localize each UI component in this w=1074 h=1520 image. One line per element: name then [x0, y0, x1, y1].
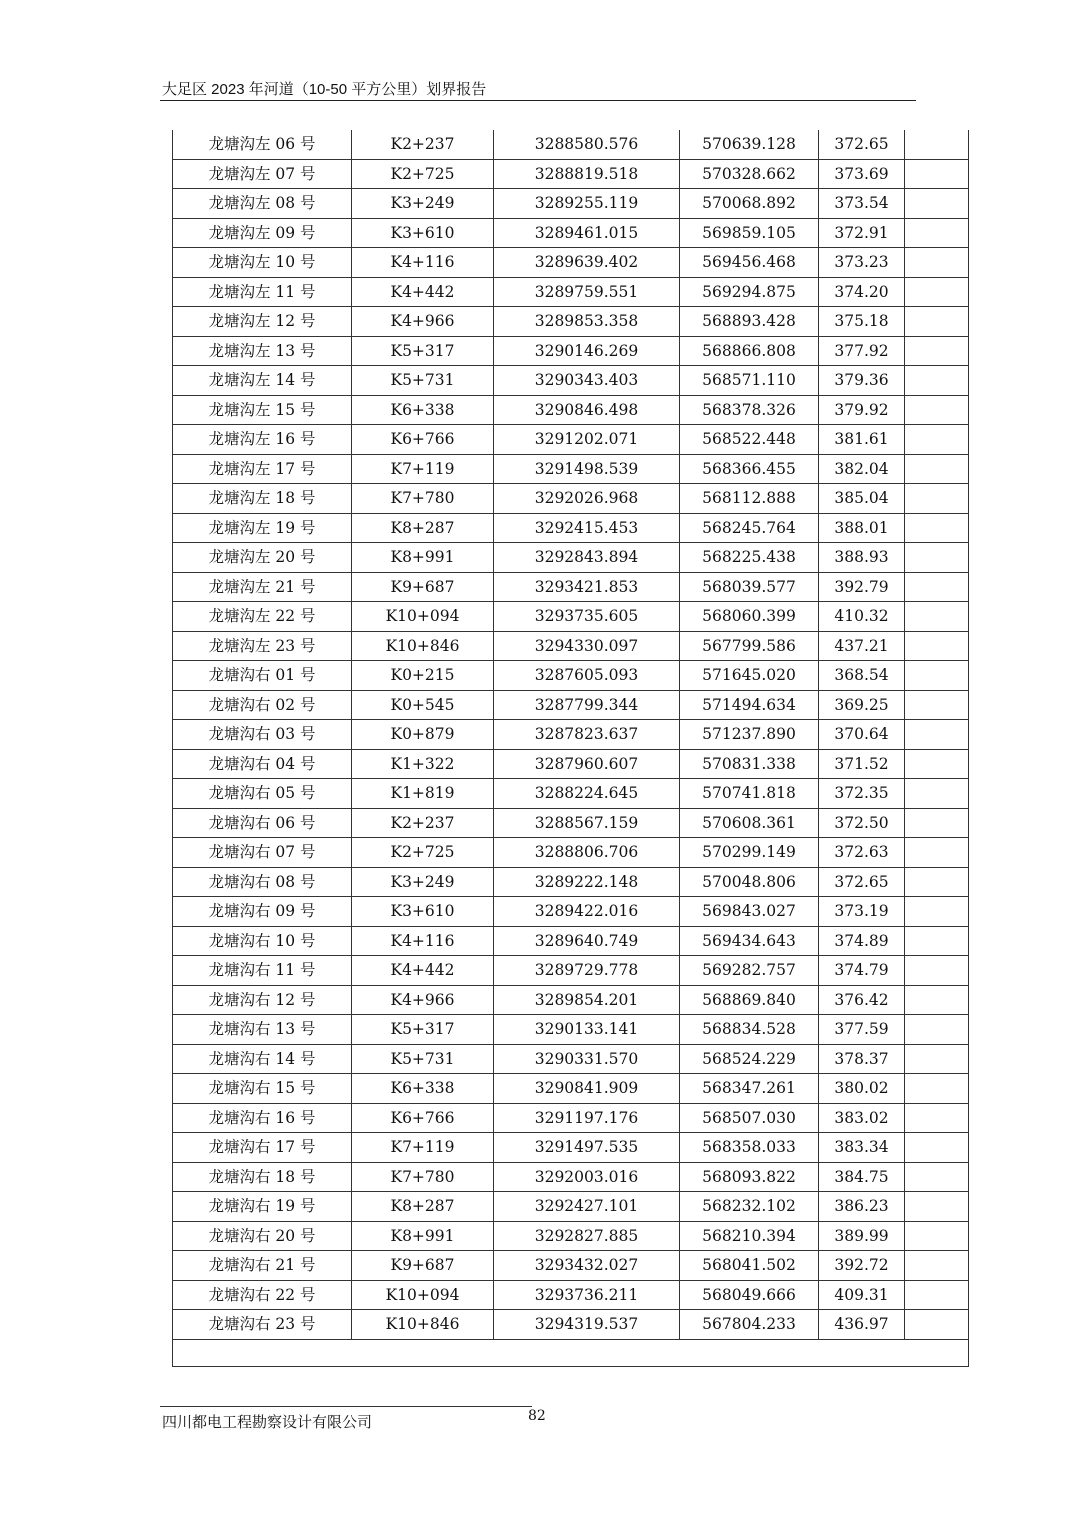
x-coordinate-cell: 3292827.885	[494, 1221, 680, 1251]
point-name-cell: 龙塘沟右 12 号	[173, 985, 352, 1015]
x-coordinate-cell: 3293421.853	[494, 572, 680, 602]
y-coordinate-cell: 568507.030	[680, 1103, 819, 1133]
table-row	[173, 1133, 969, 1163]
y-coordinate-cell: 568524.229	[680, 1044, 819, 1074]
elevation-cell: 373.69	[819, 159, 905, 189]
y-coordinate-cell: 569859.105	[680, 218, 819, 248]
y-coordinate-cell: 568039.577	[680, 572, 819, 602]
remark-cell	[905, 1192, 969, 1222]
stake-number-cell: K5+317	[352, 1015, 494, 1045]
table-row	[173, 749, 969, 779]
table-row	[173, 218, 969, 248]
elevation-cell: 392.79	[819, 572, 905, 602]
x-coordinate-cell: 3290343.403	[494, 366, 680, 396]
x-coordinate-cell: 3290133.141	[494, 1015, 680, 1045]
point-name-cell: 龙塘沟右 04 号	[173, 749, 352, 779]
table-row	[173, 425, 969, 455]
table-row	[173, 661, 969, 691]
y-coordinate-cell: 568041.502	[680, 1251, 819, 1281]
point-name-cell: 龙塘沟左 10 号	[173, 248, 352, 278]
stake-number-cell: K7+780	[352, 1162, 494, 1192]
x-coordinate-cell: 3290846.498	[494, 395, 680, 425]
y-coordinate-cell: 570831.338	[680, 749, 819, 779]
point-name-cell: 龙塘沟左 08 号	[173, 189, 352, 219]
point-name-cell: 龙塘沟右 07 号	[173, 838, 352, 868]
table-row	[173, 395, 969, 425]
elevation-cell: 410.32	[819, 602, 905, 632]
stake-number-cell: K2+237	[352, 808, 494, 838]
remark-cell	[905, 454, 969, 484]
remark-cell	[905, 838, 969, 868]
point-name-cell: 龙塘沟左 14 号	[173, 366, 352, 396]
point-name-cell: 龙塘沟右 02 号	[173, 690, 352, 720]
table-row	[173, 1103, 969, 1133]
remark-cell	[905, 395, 969, 425]
elevation-cell: 374.89	[819, 926, 905, 956]
footer-company: 四川都电工程勘察设计有限公司	[162, 1414, 373, 1431]
x-coordinate-cell: 3289255.119	[494, 189, 680, 219]
table-row	[173, 1280, 969, 1310]
x-coordinate-cell: 3291498.539	[494, 454, 680, 484]
y-coordinate-cell: 569282.757	[680, 956, 819, 986]
stake-number-cell: K2+725	[352, 159, 494, 189]
y-coordinate-cell: 569294.875	[680, 277, 819, 307]
point-name-cell: 龙塘沟右 19 号	[173, 1192, 352, 1222]
table-row	[173, 926, 969, 956]
point-name-cell: 龙塘沟右 22 号	[173, 1280, 352, 1310]
table-row	[173, 779, 969, 809]
y-coordinate-cell: 568225.438	[680, 543, 819, 573]
x-coordinate-cell: 3289640.749	[494, 926, 680, 956]
remark-cell	[905, 513, 969, 543]
elevation-cell: 375.18	[819, 307, 905, 337]
stake-number-cell: K9+687	[352, 572, 494, 602]
remark-cell	[905, 572, 969, 602]
remark-cell	[905, 779, 969, 809]
y-coordinate-cell: 571645.020	[680, 661, 819, 691]
elevation-cell: 409.31	[819, 1280, 905, 1310]
table-row	[173, 867, 969, 897]
point-name-cell: 龙塘沟右 14 号	[173, 1044, 352, 1074]
remark-cell	[905, 985, 969, 1015]
remark-cell	[905, 159, 969, 189]
table-row	[173, 484, 969, 514]
remark-cell	[905, 720, 969, 750]
remark-cell	[905, 307, 969, 337]
y-coordinate-cell: 568866.808	[680, 336, 819, 366]
x-coordinate-cell: 3290146.269	[494, 336, 680, 366]
y-coordinate-cell: 568378.326	[680, 395, 819, 425]
stake-number-cell: K3+249	[352, 189, 494, 219]
elevation-cell: 372.65	[819, 867, 905, 897]
y-coordinate-cell: 568060.399	[680, 602, 819, 632]
x-coordinate-cell: 3290331.570	[494, 1044, 680, 1074]
point-name-cell: 龙塘沟右 13 号	[173, 1015, 352, 1045]
stake-number-cell: K6+338	[352, 1074, 494, 1104]
stake-number-cell: K4+442	[352, 956, 494, 986]
x-coordinate-cell: 3290841.909	[494, 1074, 680, 1104]
stake-number-cell: K10+094	[352, 1280, 494, 1310]
remark-cell	[905, 1251, 969, 1281]
table-row	[173, 720, 969, 750]
point-name-cell: 龙塘沟右 01 号	[173, 661, 352, 691]
x-coordinate-cell: 3287823.637	[494, 720, 680, 750]
y-coordinate-cell: 568869.840	[680, 985, 819, 1015]
table-row	[173, 189, 969, 219]
y-coordinate-cell: 570741.818	[680, 779, 819, 809]
y-coordinate-cell: 567799.586	[680, 631, 819, 661]
point-name-cell: 龙塘沟左 20 号	[173, 543, 352, 573]
y-coordinate-cell: 568232.102	[680, 1192, 819, 1222]
elevation-cell: 372.65	[819, 130, 905, 159]
y-coordinate-cell: 571494.634	[680, 690, 819, 720]
elevation-cell: 437.21	[819, 631, 905, 661]
remark-cell	[905, 336, 969, 366]
point-name-cell: 龙塘沟右 09 号	[173, 897, 352, 927]
elevation-cell: 379.36	[819, 366, 905, 396]
y-coordinate-cell: 568893.428	[680, 307, 819, 337]
y-coordinate-cell: 568245.764	[680, 513, 819, 543]
table-row	[173, 1044, 969, 1074]
y-coordinate-cell: 568049.666	[680, 1280, 819, 1310]
stake-number-cell: K0+215	[352, 661, 494, 691]
remark-cell	[905, 867, 969, 897]
x-coordinate-cell: 3289759.551	[494, 277, 680, 307]
remark-cell	[905, 130, 969, 159]
stake-number-cell: K3+610	[352, 218, 494, 248]
elevation-cell: 368.54	[819, 661, 905, 691]
remark-cell	[905, 1280, 969, 1310]
point-name-cell: 龙塘沟左 19 号	[173, 513, 352, 543]
x-coordinate-cell: 3293736.211	[494, 1280, 680, 1310]
y-coordinate-cell: 568093.822	[680, 1162, 819, 1192]
x-coordinate-cell: 3289222.148	[494, 867, 680, 897]
x-coordinate-cell: 3292427.101	[494, 1192, 680, 1222]
remark-cell	[905, 1310, 969, 1340]
remark-cell	[905, 956, 969, 986]
stake-number-cell: K4+966	[352, 985, 494, 1015]
empty-table-row	[173, 1339, 969, 1366]
elevation-cell: 370.64	[819, 720, 905, 750]
x-coordinate-cell: 3289853.358	[494, 307, 680, 337]
x-coordinate-cell: 3288224.645	[494, 779, 680, 809]
point-name-cell: 龙塘沟右 15 号	[173, 1074, 352, 1104]
remark-cell	[905, 543, 969, 573]
elevation-cell: 376.42	[819, 985, 905, 1015]
remark-cell	[905, 189, 969, 219]
stake-number-cell: K5+317	[352, 336, 494, 366]
stake-number-cell: K3+249	[352, 867, 494, 897]
y-coordinate-cell: 570068.892	[680, 189, 819, 219]
y-coordinate-cell: 568358.033	[680, 1133, 819, 1163]
elevation-cell: 371.52	[819, 749, 905, 779]
elevation-cell: 373.19	[819, 897, 905, 927]
point-name-cell: 龙塘沟左 18 号	[173, 484, 352, 514]
point-name-cell: 龙塘沟右 18 号	[173, 1162, 352, 1192]
x-coordinate-cell: 3292843.894	[494, 543, 680, 573]
elevation-cell: 386.23	[819, 1192, 905, 1222]
table-row	[173, 838, 969, 868]
point-name-cell: 龙塘沟右 16 号	[173, 1103, 352, 1133]
table-row	[173, 248, 969, 278]
y-coordinate-cell: 569456.468	[680, 248, 819, 278]
y-coordinate-cell: 570639.128	[680, 130, 819, 159]
stake-number-cell: K5+731	[352, 1044, 494, 1074]
stake-number-cell: K5+731	[352, 366, 494, 396]
remark-cell	[905, 808, 969, 838]
remark-cell	[905, 1044, 969, 1074]
point-name-cell: 龙塘沟右 06 号	[173, 808, 352, 838]
elevation-cell: 374.20	[819, 277, 905, 307]
x-coordinate-cell: 3291197.176	[494, 1103, 680, 1133]
stake-number-cell: K8+991	[352, 543, 494, 573]
x-coordinate-cell: 3289854.201	[494, 985, 680, 1015]
y-coordinate-cell: 568112.888	[680, 484, 819, 514]
x-coordinate-cell: 3293735.605	[494, 602, 680, 632]
remark-cell	[905, 248, 969, 278]
stake-number-cell: K4+116	[352, 248, 494, 278]
x-coordinate-cell: 3289461.015	[494, 218, 680, 248]
elevation-cell: 436.97	[819, 1310, 905, 1340]
point-name-cell: 龙塘沟左 11 号	[173, 277, 352, 307]
table-row	[173, 130, 969, 159]
elevation-cell: 383.02	[819, 1103, 905, 1133]
point-name-cell: 龙塘沟右 03 号	[173, 720, 352, 750]
point-name-cell: 龙塘沟左 23 号	[173, 631, 352, 661]
table-row	[173, 985, 969, 1015]
x-coordinate-cell: 3294319.537	[494, 1310, 680, 1340]
remark-cell	[905, 366, 969, 396]
stake-number-cell: K9+687	[352, 1251, 494, 1281]
y-coordinate-cell: 570048.806	[680, 867, 819, 897]
table-row	[173, 513, 969, 543]
x-coordinate-cell: 3288580.576	[494, 130, 680, 159]
empty-cell	[173, 1339, 969, 1366]
table-row	[173, 631, 969, 661]
elevation-cell: 377.92	[819, 336, 905, 366]
table-row	[173, 1162, 969, 1192]
table-row	[173, 543, 969, 573]
table-body	[173, 130, 969, 1366]
elevation-cell: 382.04	[819, 454, 905, 484]
point-name-cell: 龙塘沟左 16 号	[173, 425, 352, 455]
stake-number-cell: K10+846	[352, 631, 494, 661]
table-row	[173, 1015, 969, 1045]
point-name-cell: 龙塘沟右 10 号	[173, 926, 352, 956]
y-coordinate-cell: 570608.361	[680, 808, 819, 838]
point-name-cell: 龙塘沟左 22 号	[173, 602, 352, 632]
x-coordinate-cell: 3288567.159	[494, 808, 680, 838]
x-coordinate-cell: 3289639.402	[494, 248, 680, 278]
x-coordinate-cell: 3292415.453	[494, 513, 680, 543]
y-coordinate-cell: 568834.528	[680, 1015, 819, 1045]
remark-cell	[905, 1103, 969, 1133]
y-coordinate-cell: 568210.394	[680, 1221, 819, 1251]
x-coordinate-cell: 3288819.518	[494, 159, 680, 189]
stake-number-cell: K8+287	[352, 1192, 494, 1222]
table-row	[173, 454, 969, 484]
elevation-cell: 388.01	[819, 513, 905, 543]
stake-number-cell: K6+766	[352, 1103, 494, 1133]
elevation-cell: 372.91	[819, 218, 905, 248]
elevation-cell: 380.02	[819, 1074, 905, 1104]
elevation-cell: 372.63	[819, 838, 905, 868]
table-row	[173, 1310, 969, 1340]
table-row	[173, 159, 969, 189]
table-row	[173, 1192, 969, 1222]
x-coordinate-cell: 3289422.016	[494, 897, 680, 927]
x-coordinate-cell: 3294330.097	[494, 631, 680, 661]
point-name-cell: 龙塘沟左 07 号	[173, 159, 352, 189]
table-row	[173, 307, 969, 337]
elevation-cell: 372.50	[819, 808, 905, 838]
y-coordinate-cell: 568366.455	[680, 454, 819, 484]
stake-number-cell: K0+879	[352, 720, 494, 750]
remark-cell	[905, 1074, 969, 1104]
x-coordinate-cell: 3291497.535	[494, 1133, 680, 1163]
stake-number-cell: K6+338	[352, 395, 494, 425]
table-row	[173, 808, 969, 838]
point-name-cell: 龙塘沟左 06 号	[173, 130, 352, 159]
y-coordinate-cell: 569843.027	[680, 897, 819, 927]
table-row	[173, 277, 969, 307]
elevation-cell: 377.59	[819, 1015, 905, 1045]
elevation-cell: 388.93	[819, 543, 905, 573]
elevation-cell: 373.54	[819, 189, 905, 219]
remark-cell	[905, 484, 969, 514]
remark-cell	[905, 661, 969, 691]
elevation-cell: 384.75	[819, 1162, 905, 1192]
stake-number-cell: K0+545	[352, 690, 494, 720]
stake-number-cell: K10+846	[352, 1310, 494, 1340]
table-row	[173, 956, 969, 986]
stake-number-cell: K1+322	[352, 749, 494, 779]
point-name-cell: 龙塘沟左 09 号	[173, 218, 352, 248]
point-name-cell: 龙塘沟右 05 号	[173, 779, 352, 809]
x-coordinate-cell: 3288806.706	[494, 838, 680, 868]
elevation-cell: 378.37	[819, 1044, 905, 1074]
remark-cell	[905, 602, 969, 632]
stake-number-cell: K7+780	[352, 484, 494, 514]
elevation-cell: 374.79	[819, 956, 905, 986]
stake-number-cell: K2+237	[352, 130, 494, 159]
elevation-cell: 392.72	[819, 1251, 905, 1281]
remark-cell	[905, 425, 969, 455]
table-row	[173, 1221, 969, 1251]
table-row	[173, 366, 969, 396]
elevation-cell: 385.04	[819, 484, 905, 514]
elevation-cell: 381.61	[819, 425, 905, 455]
point-name-cell: 龙塘沟左 17 号	[173, 454, 352, 484]
y-coordinate-cell: 567804.233	[680, 1310, 819, 1340]
elevation-cell: 369.25	[819, 690, 905, 720]
page-header	[160, 76, 916, 101]
stake-number-cell: K4+966	[352, 307, 494, 337]
y-coordinate-cell: 568347.261	[680, 1074, 819, 1104]
table-row	[173, 690, 969, 720]
stake-number-cell: K1+819	[352, 779, 494, 809]
y-coordinate-cell: 570299.149	[680, 838, 819, 868]
table-row	[173, 336, 969, 366]
elevation-cell: 372.35	[819, 779, 905, 809]
y-coordinate-cell: 570328.662	[680, 159, 819, 189]
point-name-cell: 龙塘沟左 12 号	[173, 307, 352, 337]
stake-number-cell: K2+725	[352, 838, 494, 868]
y-coordinate-cell: 568522.448	[680, 425, 819, 455]
stake-number-cell: K7+119	[352, 454, 494, 484]
y-coordinate-cell: 571237.890	[680, 720, 819, 750]
x-coordinate-cell: 3289729.778	[494, 956, 680, 986]
remark-cell	[905, 1162, 969, 1192]
table-row	[173, 1074, 969, 1104]
remark-cell	[905, 631, 969, 661]
point-name-cell: 龙塘沟右 08 号	[173, 867, 352, 897]
point-name-cell: 龙塘沟右 23 号	[173, 1310, 352, 1340]
x-coordinate-cell: 3292003.016	[494, 1162, 680, 1192]
stake-number-cell: K8+287	[352, 513, 494, 543]
point-name-cell: 龙塘沟左 15 号	[173, 395, 352, 425]
x-coordinate-cell: 3292026.968	[494, 484, 680, 514]
elevation-cell: 373.23	[819, 248, 905, 278]
remark-cell	[905, 926, 969, 956]
point-name-cell: 龙塘沟右 11 号	[173, 956, 352, 986]
header-title: 大足区 2023 年河道（10-50 平方公里）划界报告	[162, 81, 487, 98]
x-coordinate-cell: 3287605.093	[494, 661, 680, 691]
point-name-cell: 龙塘沟左 13 号	[173, 336, 352, 366]
remark-cell	[905, 1221, 969, 1251]
footer-divider	[160, 1406, 532, 1407]
y-coordinate-cell: 568571.110	[680, 366, 819, 396]
remark-cell	[905, 1015, 969, 1045]
x-coordinate-cell: 3291202.071	[494, 425, 680, 455]
stake-number-cell: K8+991	[352, 1221, 494, 1251]
point-name-cell: 龙塘沟右 17 号	[173, 1133, 352, 1163]
elevation-cell: 383.34	[819, 1133, 905, 1163]
elevation-cell: 379.92	[819, 395, 905, 425]
remark-cell	[905, 690, 969, 720]
remark-cell	[905, 1133, 969, 1163]
point-name-cell: 龙塘沟右 20 号	[173, 1221, 352, 1251]
x-coordinate-cell: 3293432.027	[494, 1251, 680, 1281]
point-name-cell: 龙塘沟右 21 号	[173, 1251, 352, 1281]
stake-number-cell: K4+116	[352, 926, 494, 956]
table-row	[173, 897, 969, 927]
point-name-cell: 龙塘沟左 21 号	[173, 572, 352, 602]
elevation-cell: 389.99	[819, 1221, 905, 1251]
remark-cell	[905, 277, 969, 307]
x-coordinate-cell: 3287960.607	[494, 749, 680, 779]
x-coordinate-cell: 3287799.344	[494, 690, 680, 720]
remark-cell	[905, 897, 969, 927]
stake-number-cell: K6+766	[352, 425, 494, 455]
remark-cell	[905, 218, 969, 248]
stake-number-cell: K10+094	[352, 602, 494, 632]
table-row	[173, 572, 969, 602]
remark-cell	[905, 749, 969, 779]
table-row	[173, 602, 969, 632]
table-row	[173, 1251, 969, 1281]
stake-number-cell: K4+442	[352, 277, 494, 307]
stake-number-cell: K7+119	[352, 1133, 494, 1163]
page-number: 82	[528, 1408, 546, 1424]
y-coordinate-cell: 569434.643	[680, 926, 819, 956]
stake-number-cell: K3+610	[352, 897, 494, 927]
boundary-points-table	[172, 130, 969, 1367]
